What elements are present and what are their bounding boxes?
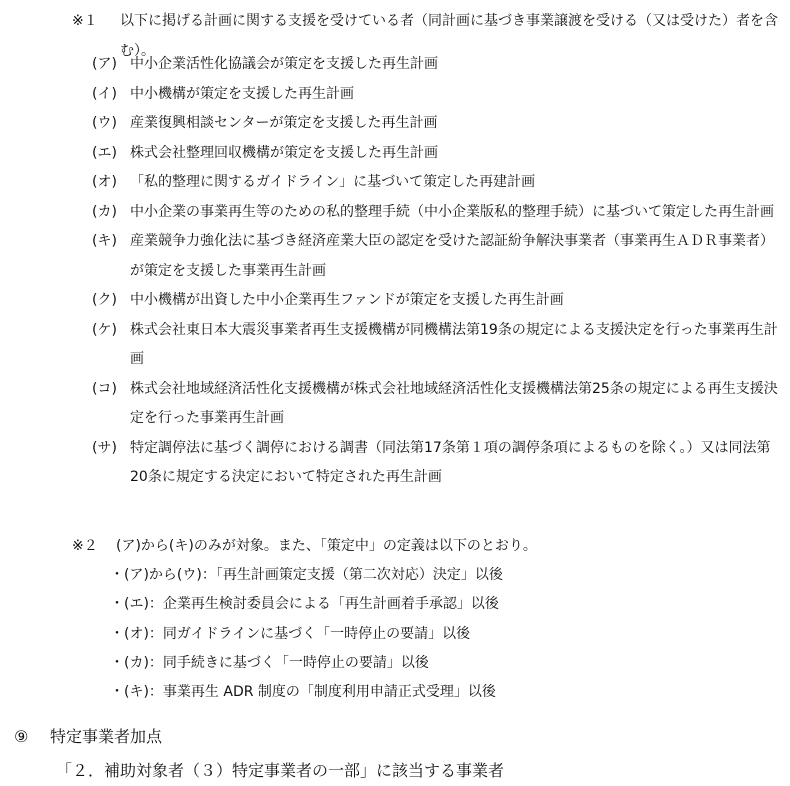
plan-label: (ア) xyxy=(92,56,117,72)
plan-label: (コ) xyxy=(92,380,117,397)
plan-item-ke xyxy=(92,316,784,375)
definition-item: ・(カ)：同手続きに基づく「一時停止の要請」以後 xyxy=(110,654,429,671)
section-9-number: ⑨ xyxy=(14,727,29,746)
plan-text: 中小企業活性化協議会が策定を支援した再生計画 xyxy=(130,56,438,72)
plan-text: 株式会社整理回収機構が策定を支援した再生計画 xyxy=(130,144,438,161)
plan-text: 株式会社東日本大震災事業者再生支援機構が同機構法第19条の規定による支援決定を行った事業再生計画 xyxy=(130,321,778,367)
plan-text: 特定調停法に基づく調停における調書（同法第17条第１項の調停条項によるものを除く。）又は同法第20条に規定する決定において特定された再生計画 xyxy=(130,439,771,485)
plan-label: (ケ) xyxy=(92,321,117,338)
definition-item: ・(ア)から(ウ)：「再生計画策定支援（第二次対応）決定」以後 xyxy=(110,567,503,583)
section-9-title: 特定事業者加点 xyxy=(50,727,163,746)
section-9-description: 「２．補助対象者（３）特定事業者の一部」に該当する事業者 xyxy=(56,761,505,780)
definition-item: ・(エ)：企業再生検討委員会による「再生計画着手承認」以後 xyxy=(110,596,499,613)
section-9-heading xyxy=(14,722,162,752)
plan-text: 産業復興相談センターが策定を支援した再生計画 xyxy=(130,115,438,131)
plan-item-ki xyxy=(92,227,784,286)
plan-item-o xyxy=(92,168,784,198)
definition-item: ・(キ)：事業再生 ADR 制度の「制度利用申請正式受理」以後 xyxy=(110,684,496,701)
plan-text: 中小機構が出資した中小企業再生ファンドが策定を支援した再生計画 xyxy=(130,292,564,308)
in-progress-definitions xyxy=(110,561,503,707)
plan-text: 株式会社地域経済活性化支援機構が株式会社地域経済活性化支援機構法第25条の規定による再生支援決定を行った事業再生計画 xyxy=(130,380,778,426)
plan-item-ku xyxy=(92,286,784,316)
plan-item-ko xyxy=(92,375,784,434)
plan-text: 中小機構が策定を支援した再生計画 xyxy=(130,85,354,102)
plan-item-i xyxy=(92,80,784,110)
plan-item-e xyxy=(92,139,784,169)
plan-item-a xyxy=(92,50,784,80)
plan-label: (ク) xyxy=(92,292,117,308)
plan-item-ka xyxy=(92,198,784,228)
plan-label: (カ) xyxy=(92,203,117,220)
note-2-text: (ア)から(キ)のみが対象。また、「策定中」の定義は以下のとおり。 xyxy=(116,538,537,554)
plan-label: (ウ) xyxy=(92,115,117,131)
definition-item: ・(オ)：同ガイドラインに基づく「一時停止の要請」以後 xyxy=(110,625,471,642)
note-1-text: 以下に掲げる計画に関する支援を受けている者（同計画に基づき事業譲渡を受ける（又は受けた）者を含む）。 xyxy=(120,13,778,59)
plan-label: (サ) xyxy=(92,439,117,456)
note-2-mark: ※２ xyxy=(72,538,98,554)
plan-text: 産業競争力強化法に基づき経済産業大臣の認定を受けた認証紛争解決事業者（事業再生ＡＤＲ事業者）が策定を支援した事業再生計画 xyxy=(130,233,774,279)
plan-label: (イ) xyxy=(92,85,117,102)
note-1-mark: ※１ xyxy=(72,13,98,29)
plan-label: (エ) xyxy=(92,144,117,161)
plan-text: 中小企業の事業再生等のための私的整理手続（中小企業版私的整理手続）に基づいて策定した再生計画 xyxy=(130,203,774,220)
note-2 xyxy=(72,532,772,561)
plan-item-sa xyxy=(92,434,784,493)
plan-label: (オ) xyxy=(92,174,117,190)
support-plan-list xyxy=(92,50,784,493)
plan-label: (キ) xyxy=(92,233,117,249)
plan-text: 「私的整理に関するガイドライン」に基づいて策定した再建計画 xyxy=(130,174,536,190)
plan-item-u xyxy=(92,109,784,139)
